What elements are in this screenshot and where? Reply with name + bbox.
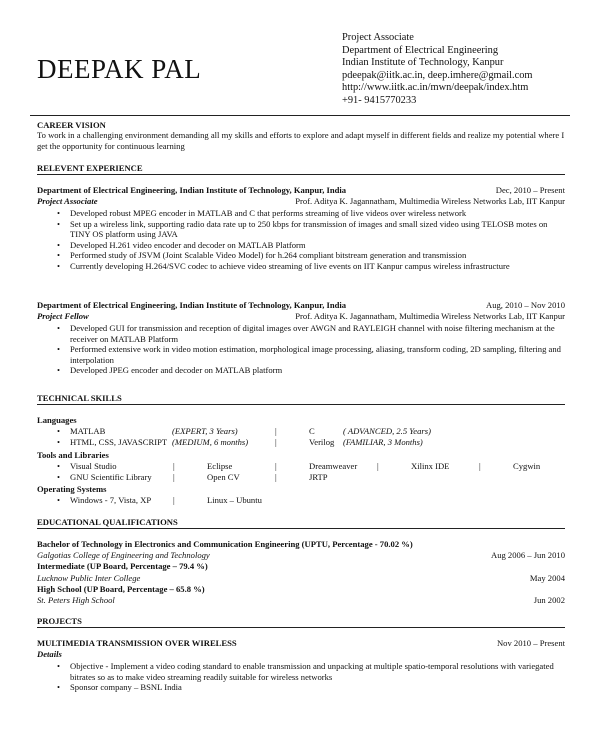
list-item: • Performed study of JSVM (Joint Scalable Video Model) for h.264 compliant bitstream generation and transmission bbox=[57, 250, 565, 261]
job-2-supervisor: Prof. Aditya K. Jagannatham, Multimedia Wireless Networks Lab, IIT Kanpur bbox=[295, 311, 565, 321]
projects-heading-text: PROJECTS bbox=[37, 616, 82, 626]
lang-matlab-level: (EXPERT, 3 Years) bbox=[172, 426, 238, 436]
job-1-header bbox=[37, 185, 565, 196]
separator: | bbox=[275, 437, 277, 447]
list-item: • Objective - Implement a video coding standard to enable transmission and unpacking at multiple spatio-temporal resolutions with variegated bitrates so as to make video streaming readily suitable for wireless networks bbox=[57, 661, 565, 682]
job-2-role-row bbox=[37, 311, 565, 322]
edu-2-row bbox=[37, 573, 565, 584]
tool-jrtp: JRTP bbox=[309, 472, 328, 482]
project-details-label: Details bbox=[37, 649, 62, 659]
tool-dreamweaver: Dreamweaver bbox=[309, 461, 358, 471]
edu-2-title: Intermediate (UP Board, Percentage – 79.4 %) bbox=[37, 561, 208, 571]
contact-department: Department of Electrical Engineering bbox=[342, 44, 499, 56]
experience-heading bbox=[37, 163, 565, 173]
list-item: • Developed JPEG encoder and decoder on MATLAB platform bbox=[57, 365, 565, 376]
tools-label: Tools and Libraries bbox=[37, 450, 109, 460]
bullet-glyph: • bbox=[57, 426, 61, 436]
contact-block bbox=[342, 32, 533, 108]
job-1-dates: Dec, 2010 – Present bbox=[495, 185, 565, 195]
separator: | bbox=[377, 461, 379, 471]
edu-3-title: High School (UP Board, Percentage – 65.8 %) bbox=[37, 584, 205, 594]
header-divider bbox=[30, 115, 570, 116]
skills-heading bbox=[37, 393, 565, 403]
career-text: To work in a challenging environment demanding all my skills and efforts to explore and adapt myself in different fields and realize my potential where I get the opportunity for continuous learning bbox=[37, 130, 565, 151]
job-1-org: Department of Electrical Engineering, Indian Institute of Technology, Kanpur, India bbox=[37, 185, 347, 195]
separator: | bbox=[275, 461, 277, 471]
separator: | bbox=[275, 426, 277, 436]
projects-heading bbox=[37, 616, 565, 626]
project-header bbox=[37, 638, 565, 649]
separator: | bbox=[275, 472, 277, 482]
career-heading: CAREER VISION bbox=[37, 120, 106, 130]
job-2-header bbox=[37, 300, 565, 311]
tool-eclipse: Eclipse bbox=[207, 461, 233, 471]
job-2-dates: Aug, 2010 – Nov 2010 bbox=[485, 300, 565, 310]
experience-rule bbox=[37, 174, 565, 175]
separator: | bbox=[173, 495, 175, 505]
project-title: MULTIMEDIA TRANSMISSION OVER WIRELESS bbox=[37, 638, 237, 648]
list-item: • Set up a wireless link, supporting radio data rate up to 250 kbps for transmission of images and small sized video using TELOSB motes on TINY OS platform using JAVA bbox=[57, 219, 565, 240]
tool-visual-studio: Visual Studio bbox=[70, 461, 117, 471]
os-windows: Windows - 7, Vista, XP bbox=[70, 495, 152, 505]
tool-xilinx: Xilinx IDE bbox=[411, 461, 450, 471]
edu-3-row bbox=[37, 595, 565, 606]
job-2-org: Department of Electrical Engineering, Indian Institute of Technology, Kanpur, India bbox=[37, 300, 347, 310]
bullet-glyph: • bbox=[57, 495, 61, 505]
contact-position: Project Associate bbox=[342, 32, 414, 43]
job-1-bullets bbox=[57, 208, 565, 271]
bullet-glyph: • bbox=[57, 472, 61, 482]
edu-3-dates: Jun 2002 bbox=[533, 595, 565, 605]
edu-1-dates: Aug 2006 – Jun 2010 bbox=[490, 550, 565, 560]
list-item: • Developed robust MPEG encoder in MATLAB and C that performs streaming of live videos over wireless network bbox=[57, 208, 565, 219]
list-item: • Developed GUI for transmission and reception of digital images over AWGN and RAYLEIGH channel with noise filtering mechanism at the receiver on MATLAB Platform bbox=[57, 323, 565, 344]
edu-2-dates: May 2004 bbox=[529, 573, 565, 583]
lang-c-level: ( ADVANCED, 2.5 Years) bbox=[343, 426, 431, 436]
skills-rule bbox=[37, 404, 565, 405]
skills-heading-text: TECHNICAL SKILLS bbox=[37, 393, 122, 403]
bullet-glyph: • bbox=[57, 437, 61, 447]
list-item: • Sponsor company – BSNL India bbox=[57, 682, 565, 693]
lang-html: HTML, CSS, JAVASCRIPT bbox=[70, 437, 168, 447]
projects-rule bbox=[37, 627, 565, 628]
separator: | bbox=[173, 461, 175, 471]
tool-cygwin: Cygwin bbox=[513, 461, 541, 471]
edu-1-row bbox=[37, 550, 565, 561]
project-dates: Nov 2010 – Present bbox=[496, 638, 565, 648]
contact-phone: +91- 9415770233 bbox=[342, 94, 417, 106]
edu-1-school: Galgotias College of Engineering and Technology bbox=[37, 550, 210, 560]
languages-label: Languages bbox=[37, 415, 77, 425]
experience-heading-text: RELEVENT EXPERIENCE bbox=[37, 163, 143, 173]
separator: | bbox=[479, 461, 481, 471]
tool-gsl: GNU Scientific Library bbox=[70, 472, 152, 482]
candidate-name: DEEPAK PAL bbox=[37, 54, 202, 84]
project-bullets bbox=[57, 661, 565, 693]
edu-2-school: Lucknow Public Inter College bbox=[37, 573, 141, 583]
contact-website[interactable]: http://www.iitk.ac.in/mwn/deepak/index.htm bbox=[342, 82, 529, 94]
list-item: • Performed extensive work in video motion estimation, morphological image processing, aliasing, transform coding, 2D sampling, filtering and interpolation bbox=[57, 344, 565, 365]
edu-1-title: Bachelor of Technology in Electronics and Communication Engineering (UPTU, Percentage - 70.02 %) bbox=[37, 539, 413, 549]
contact-email[interactable]: pdeepak@iitk.ac.in, deep.imhere@gmail.com bbox=[342, 69, 533, 81]
job-1-role: Project Associate bbox=[37, 196, 98, 206]
os-linux: Linux – Ubuntu bbox=[207, 495, 262, 505]
separator: | bbox=[173, 472, 175, 482]
job-1-role-row bbox=[37, 196, 565, 207]
education-heading bbox=[37, 517, 565, 527]
job-2-bullets bbox=[57, 323, 565, 376]
lang-c: C bbox=[309, 426, 315, 436]
tool-opencv: Open CV bbox=[207, 472, 240, 482]
lang-matlab: MATLAB bbox=[70, 426, 106, 436]
job-2-role: Project Fellow bbox=[37, 311, 89, 321]
os-label: Operating Systems bbox=[37, 484, 107, 494]
job-1-supervisor: Prof. Aditya K. Jagannatham, Multimedia Wireless Networks Lab, IIT Kanpur bbox=[295, 196, 565, 206]
list-item: • Developed H.261 video encoder and decoder on MATLAB Platform bbox=[57, 240, 565, 251]
lang-verilog: Verilog bbox=[309, 437, 335, 447]
lang-html-level: (MEDIUM, 6 months) bbox=[172, 437, 249, 447]
lang-verilog-level: (FAMILIAR, 3 Months) bbox=[343, 437, 423, 447]
bullet-glyph: • bbox=[57, 461, 61, 471]
list-item: • Currently developing H.264/SVC codec to achieve video streaming of live events on IIT Kanpur campus wireless infrastructure bbox=[57, 261, 565, 272]
edu-3-school: St. Peters High School bbox=[37, 595, 115, 605]
education-rule bbox=[37, 528, 565, 529]
contact-institute: Indian Institute of Technology, Kanpur bbox=[342, 57, 504, 69]
education-heading-text: EDUCATIONAL QUALIFICATIONS bbox=[37, 517, 178, 527]
